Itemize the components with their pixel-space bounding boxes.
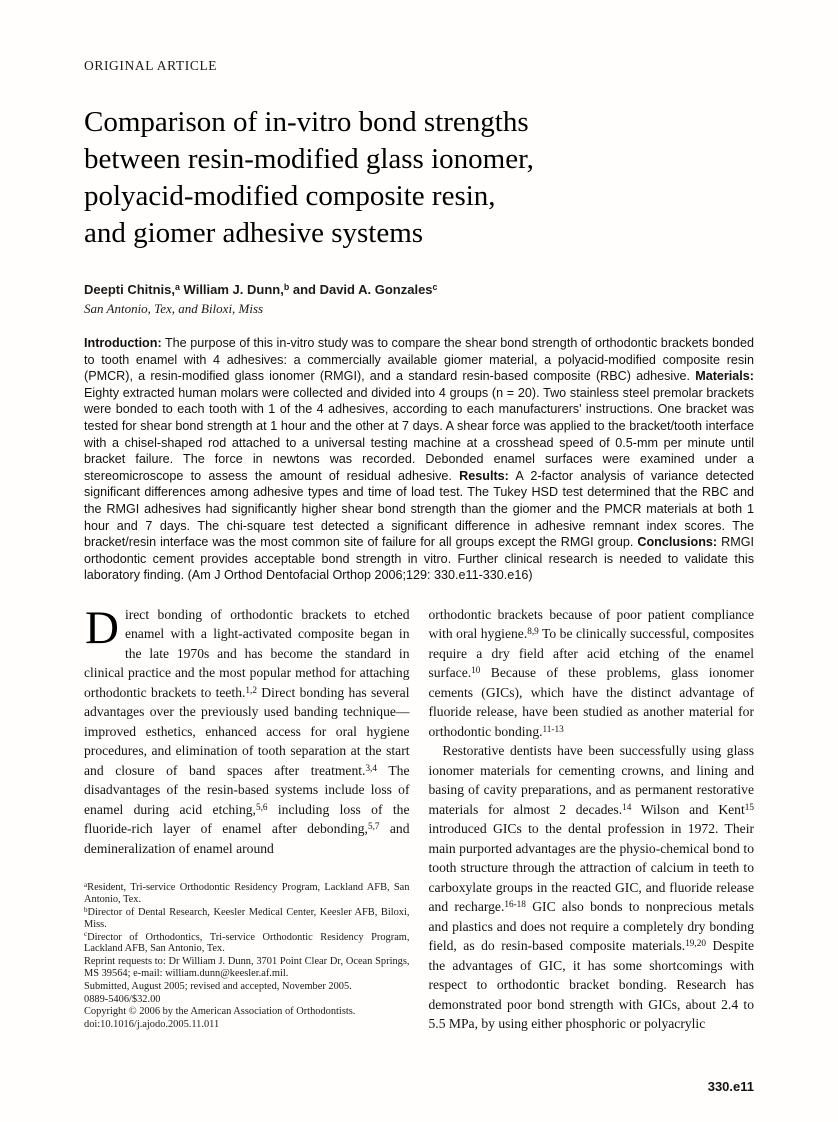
footnote-issn-price: 0889-5406/$32.00 [84,993,161,1005]
drop-cap: D [85,601,119,654]
title-line: and giomer adhesive systems [84,217,424,249]
footnote-reprint-requests: Reprint requests to: Dr William J. Dunn, 3701 Point Clear Dr, Ocean Springs, MS 39564; e-mail: william.dunn@keesler.af.mil. [84,956,410,979]
footnote-submission-history: Submitted, August 2005; revised and accepted, November 2005. [84,980,352,992]
footnote-affiliation-c: $^c$Director of Orthodontics, Tri-service Orthodontic Residency Program, Lackland AFB, San Antonio, Tex. [84,930,410,955]
author-affiliation: San Antonio, Tex, and Biloxi, Miss [84,301,264,316]
title-line: between resin-modified glass ionomer, [84,143,534,175]
body-paragraph [84,601,410,859]
footnote-affiliation-a: $^a$Resident, Tri-service Orthodontic Residency Program, Lackland AFB, San Antonio, Tex. [84,881,410,906]
article-title [84,104,754,252]
footnotes [84,882,410,1031]
paragraph-text: irect bonding of orthodontic brackets to etched enamel with a light-activated composite began in the late 1970s and has become the standard in clinical practice and the most popular method for attaching orthodontic brackets to teeth.$^{1,2}$ Direct bonding has several advantages over the previously used banding technique—improved esthetics, enhanced access for oral hygiene procedures, and elimination of tooth separation at the start and closure of band spaces after treatment.$^{3,4}$ The disadvantages of the resin-based systems include loss of enamel during acid etching,$^{5,6}$ including loss of the fluoride-rich layer of enamel after debonding,$^{5,7}$ and demineralization of enamel around [84,606,410,856]
author-list: Deepti Chitnis,$^a$ William J. Dunn,$^b$ and David A. Gonzales$^c$ [84,282,438,297]
footnote-affiliation-b: $^b$Director of Dental Research, Keesler Medical Center, Keesler AFB, Biloxi, Miss. [84,905,410,930]
abstract: Introduction: The purpose of this in-vitro study was to compare the shear bond strength of orthodontic brackets bonded to tooth enamel with 4 adhesives: a commercially available giomer material, a polyacid-modified composite resin (PMCR), a resin-modified glass ionomer (RMGI), and a standard resin-based composite (RBC) adhesive. Materials: Eighty extracted human molars were collected and divided into 4 groups (n = 20). Two stainless steel premolar brackets were bonded to each tooth with 1 of the 4 adhesives, according to each manufacturers' instructions. One bracket was tested for shear bond strength at 1 hour and the other at 7 days. A shear force was applied to the bracket/tooth interface with a chisel-shaped rod attached to a universal testing machine at a crosshead speed of 0.5-mm per minute until bracket failure. The force in newtons was recorded. Debonded enamel surfaces were examined under a stereomicroscope to assess the amount of residual adhesive. Results: A 2-factor analysis of variance detected significant differences among adhesive types and time of load test. The Tukey HSD test determined that the RBC and the RMGI adhesives had significantly higher shear bond strength than the giomer and the PMCR materials at both 1 hour and 7 days. The chi-square test detected a significant difference in adhesive remnant index scores. The bracket/resin interface was the most common site of failure for all groups except the RMGI group. Conclusions: RMGI orthodontic cement provides acceptable bond strength in vitro. Further clinical research is needed to validate this laboratory finding. (Am J Orthod Dentofacial Orthop 2006;129: 330.e11-330.e16) [84,336,754,583]
article-body [84,601,754,1034]
left-column [84,601,410,1034]
article-type-label: ORIGINAL ARTICLE [84,58,218,73]
right-column [429,605,755,1034]
body-paragraph: Restorative dentists have been successfully using glass ionomer materials for cementing crowns, and lining and basing of cavity preparations, and as permanent restorative materials for almost 2 decades.$^{14}$ Wilson and Kent$^{15}$ introduced GICs to the dental profession in 1972. Their main purported advantages are the physio-chemical bond to tooth structure through the attraction of calcium in teeth to carboxylate groups in the reacted GIC, and fluoride release and recharge.$^{16-18}$ GIC also bonds to nonprecious metals and plastics and does not require a completely dry bonding field, as do resin-based composite materials.$^{19,20}$ Despite the advantages of GIC, it has some shortcomings with respect to orthodontic bracket bonding. Research has demonstrated poor bond strength with GICs, about 2.4 to 5.5 MPa, by using either phosphoric or polyacrylic [428,743,754,1032]
title-line: polyacid-modified composite resin, [84,180,496,212]
footnote-copyright: Copyright © 2006 by the American Association of Orthodontists. [84,1006,356,1018]
body-paragraph: orthodontic brackets because of poor patient compliance with oral hygiene.$^{8,9}$ To be clinically successful, composites require a dry field after acid etching of the enamel surface.$^{10}$ Because of these problems, glass ionomer cements (GICs), which have the distinct advantage of fluoride release, have been studied as another material for orthodontic bonding.$^{11-13}$ [428,606,754,739]
page-number: 330.e11 [707,1079,754,1094]
footnote-doi: doi:10.1016/j.ajodo.2005.11.011 [84,1019,220,1031]
title-line: Comparison of in-vitro bond strengths [84,106,529,138]
